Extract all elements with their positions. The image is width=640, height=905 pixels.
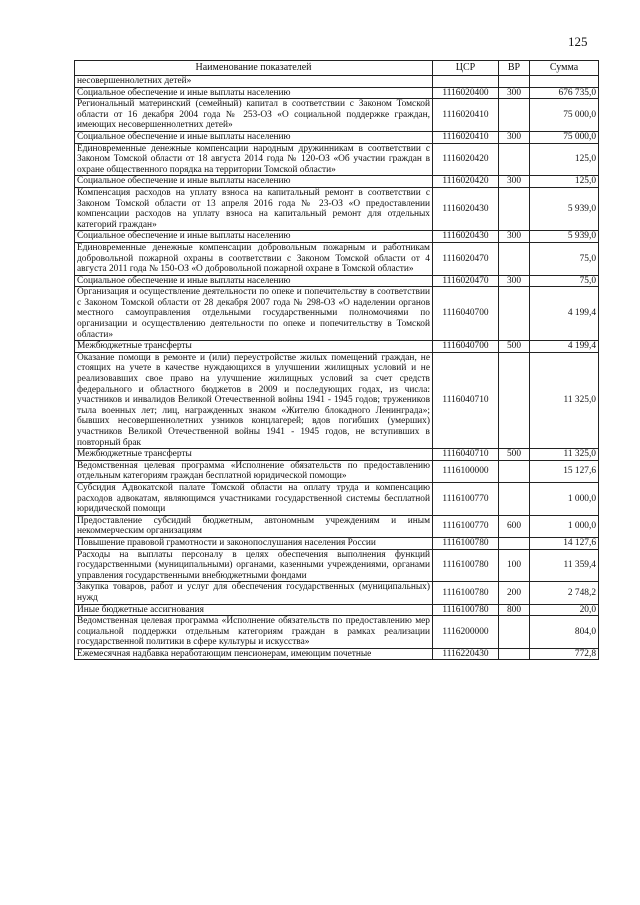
header-name: Наименование показателей [75, 61, 433, 76]
row-sum: 11 325,0 [530, 449, 599, 461]
row-csr: 1116100780 [433, 537, 499, 549]
table-row [75, 449, 599, 461]
table-row [75, 460, 599, 482]
row-name: Расходы на выплаты персоналу в целях обеспечения выполнения функций государственными (муниципальными) органами, казенными учреждениями, органами управления государственными внебюджетными фондами [75, 549, 433, 582]
row-csr: 1116100770 [433, 515, 499, 537]
row-sum: 11 325,0 [530, 352, 599, 448]
row-csr: 1116040710 [433, 352, 499, 448]
row-csr: 1116020420 [433, 176, 499, 188]
table-row [75, 76, 599, 88]
row-name: Субсидия Адвокатской палате Томской области на оплату труда и компенсацию расходов адвокатам, являющимся участниками государственной системы бесплатной юридической помощи [75, 482, 433, 515]
table-row [75, 648, 599, 660]
row-vr: 100 [499, 549, 530, 582]
row-sum [530, 76, 599, 88]
row-sum: 125,0 [530, 143, 599, 176]
row-csr: 1116100780 [433, 604, 499, 616]
row-name: Ведомственная целевая программа «Исполнение обязательств по предоставлению мер социальной поддержки отдельным категориям граждан в рамках реализации государственной политики в сфере культуры и искусства» [75, 616, 433, 649]
row-name: Закупка товаров, работ и услуг для обеспечения государственных (муниципальных) нужд [75, 582, 433, 604]
row-vr [499, 287, 530, 341]
row-sum: 2 748,2 [530, 582, 599, 604]
row-csr: 1116020470 [433, 242, 499, 275]
row-csr: 1116100780 [433, 549, 499, 582]
row-csr: 1116020430 [433, 187, 499, 230]
row-sum: 804,0 [530, 616, 599, 649]
table-row [75, 616, 599, 649]
table-row [75, 341, 599, 353]
row-sum: 11 359,4 [530, 549, 599, 582]
row-csr: 1116020410 [433, 131, 499, 143]
row-name: Межбюджетные трансферты [75, 341, 433, 353]
row-sum: 1 000,0 [530, 515, 599, 537]
table-row [75, 176, 599, 188]
row-vr: 500 [499, 341, 530, 353]
row-sum: 772,8 [530, 648, 599, 660]
row-name: Социальное обеспечение и иные выплаты населению [75, 275, 433, 287]
row-sum: 15 127,6 [530, 460, 599, 482]
row-vr [499, 537, 530, 549]
row-vr [499, 616, 530, 649]
row-vr [499, 482, 530, 515]
row-name: Ежемесячная надбавка неработающим пенсионерам, имеющим почетные [75, 648, 433, 660]
table-row [75, 143, 599, 176]
row-sum: 75 000,0 [530, 131, 599, 143]
row-sum: 1 000,0 [530, 482, 599, 515]
row-name: Социальное обеспечение и иные выплаты населению [75, 131, 433, 143]
row-vr: 800 [499, 604, 530, 616]
row-name: Иные бюджетные ассигнования [75, 604, 433, 616]
header-csr: ЦСР [433, 61, 499, 76]
row-vr [499, 143, 530, 176]
table-row [75, 482, 599, 515]
row-csr: 1116100770 [433, 482, 499, 515]
table-row [75, 549, 599, 582]
table-row [75, 99, 599, 132]
row-csr: 1116200000 [433, 616, 499, 649]
row-name: Социальное обеспечение и иные выплаты населению [75, 231, 433, 243]
table-row [75, 515, 599, 537]
row-name: Оказание помощи в ремонте и (или) переустройстве жилых помещений граждан, не стоящих на учете в качестве нуждающихся в улучшении жилищных условий и не реализовавших свое право на улучшение жилищных условий за счет средств федерального и областного бюджетов в 2009 и последующих годах, из числа: участников и инвалидов Великой Отечественной войны 1941 - 1945 годов; тружеников тыла военных лет; лиц, награжденных знаком «Жителю блокадного Ленинграда»; бывших несовершеннолетних узников концлагерей; вдов погибших (умерших) участников Великой Отечественной войны 1941 - 1945 годов, не вступивших в повторный брак [75, 352, 433, 448]
row-vr: 300 [499, 131, 530, 143]
row-vr: 300 [499, 275, 530, 287]
row-vr: 500 [499, 449, 530, 461]
row-name: Организация и осуществление деятельности по опеке и попечительству в соответствии с Законом Томской области от 28 декабря 2007 года № 298-ОЗ «О наделении органов местного самоуправления отдельными государственными полномочиями по организации и осуществлению деятельности по опеке и попечительству в Томской области» [75, 287, 433, 341]
row-csr: 1116020470 [433, 275, 499, 287]
row-csr: 1116220430 [433, 648, 499, 660]
row-csr: 1116020410 [433, 99, 499, 132]
row-vr: 300 [499, 176, 530, 188]
table-row [75, 242, 599, 275]
row-name: Единовременные денежные компенсации народным дружинникам в соответствии с Законом Томской области от 18 августа 2014 года № 120-ОЗ «Об участии граждан в охране общественного порядка на территории Томской области» [75, 143, 433, 176]
row-csr: 1116040700 [433, 341, 499, 353]
row-sum: 4 199,4 [530, 341, 599, 353]
table-row [75, 275, 599, 287]
table-row [75, 604, 599, 616]
row-csr: 1116040710 [433, 449, 499, 461]
row-vr [499, 242, 530, 275]
table-row [75, 287, 599, 341]
row-vr: 300 [499, 87, 530, 99]
row-vr [499, 648, 530, 660]
row-csr: 1116100780 [433, 582, 499, 604]
header-sum: Сумма [530, 61, 599, 76]
row-name: Социальное обеспечение и иные выплаты населению [75, 87, 433, 99]
row-csr [433, 76, 499, 88]
row-vr: 200 [499, 582, 530, 604]
row-vr [499, 187, 530, 230]
row-name: Единовременные денежные компенсации добровольным пожарным и работникам добровольной пожарной охраны в соответствии с Законом Томской области от 4 августа 2011 года № 150-ОЗ «О добровольной пожарной охране в Томской области» [75, 242, 433, 275]
row-sum: 5 939,0 [530, 231, 599, 243]
row-name: Региональный материнский (семейный) капитал в соответствии с Законом Томской области от 16 декабря 2004 года № 253-ОЗ «О социальной поддержке граждан, имеющих несовершеннолетних детей» [75, 99, 433, 132]
row-sum: 676 735,0 [530, 87, 599, 99]
row-name: Социальное обеспечение и иные выплаты населению [75, 176, 433, 188]
table-row [75, 231, 599, 243]
row-vr: 600 [499, 515, 530, 537]
row-sum: 75 000,0 [530, 99, 599, 132]
row-sum: 5 939,0 [530, 187, 599, 230]
row-name: Повышение правовой грамотности и законопослушания населения России [75, 537, 433, 549]
table-row [75, 537, 599, 549]
table-header-row [75, 61, 599, 76]
row-vr [499, 76, 530, 88]
row-csr: 1116020430 [433, 231, 499, 243]
row-vr: 300 [499, 231, 530, 243]
row-vr [499, 352, 530, 448]
page-number: 125 [568, 34, 588, 49]
table-row [75, 187, 599, 230]
row-sum: 20,0 [530, 604, 599, 616]
row-name: Компенсация расходов на уплату взноса на капитальный ремонт в соответствии с Законом Томской области от 13 апреля 2016 года № 23-ОЗ «О предоставлении компенсации расходов на уплату взноса на капитальный ремонт для отдельных категорий граждан» [75, 187, 433, 230]
row-sum: 75,0 [530, 242, 599, 275]
table-row [75, 352, 599, 448]
row-sum: 14 127,6 [530, 537, 599, 549]
row-name: Предоставление субсидий бюджетным, автономным учреждениям и иным некоммерческим организациям [75, 515, 433, 537]
row-vr [499, 460, 530, 482]
row-sum: 125,0 [530, 176, 599, 188]
row-name: Ведомственная целевая программа «Исполнение обязательств по предоставлению отдельным категориям граждан бесплатной юридической помощи» [75, 460, 433, 482]
table-row [75, 87, 599, 99]
row-csr: 1116040700 [433, 287, 499, 341]
budget-table [74, 60, 599, 660]
row-csr: 1116020420 [433, 143, 499, 176]
table-row [75, 582, 599, 604]
table-row [75, 131, 599, 143]
header-vr: ВР [499, 61, 530, 76]
row-csr: 1116020400 [433, 87, 499, 99]
row-name: несовершеннолетних детей» [75, 76, 433, 88]
row-sum: 75,0 [530, 275, 599, 287]
row-name: Межбюджетные трансферты [75, 449, 433, 461]
row-sum: 4 199,4 [530, 287, 599, 341]
row-csr: 1116100000 [433, 460, 499, 482]
row-vr [499, 99, 530, 132]
